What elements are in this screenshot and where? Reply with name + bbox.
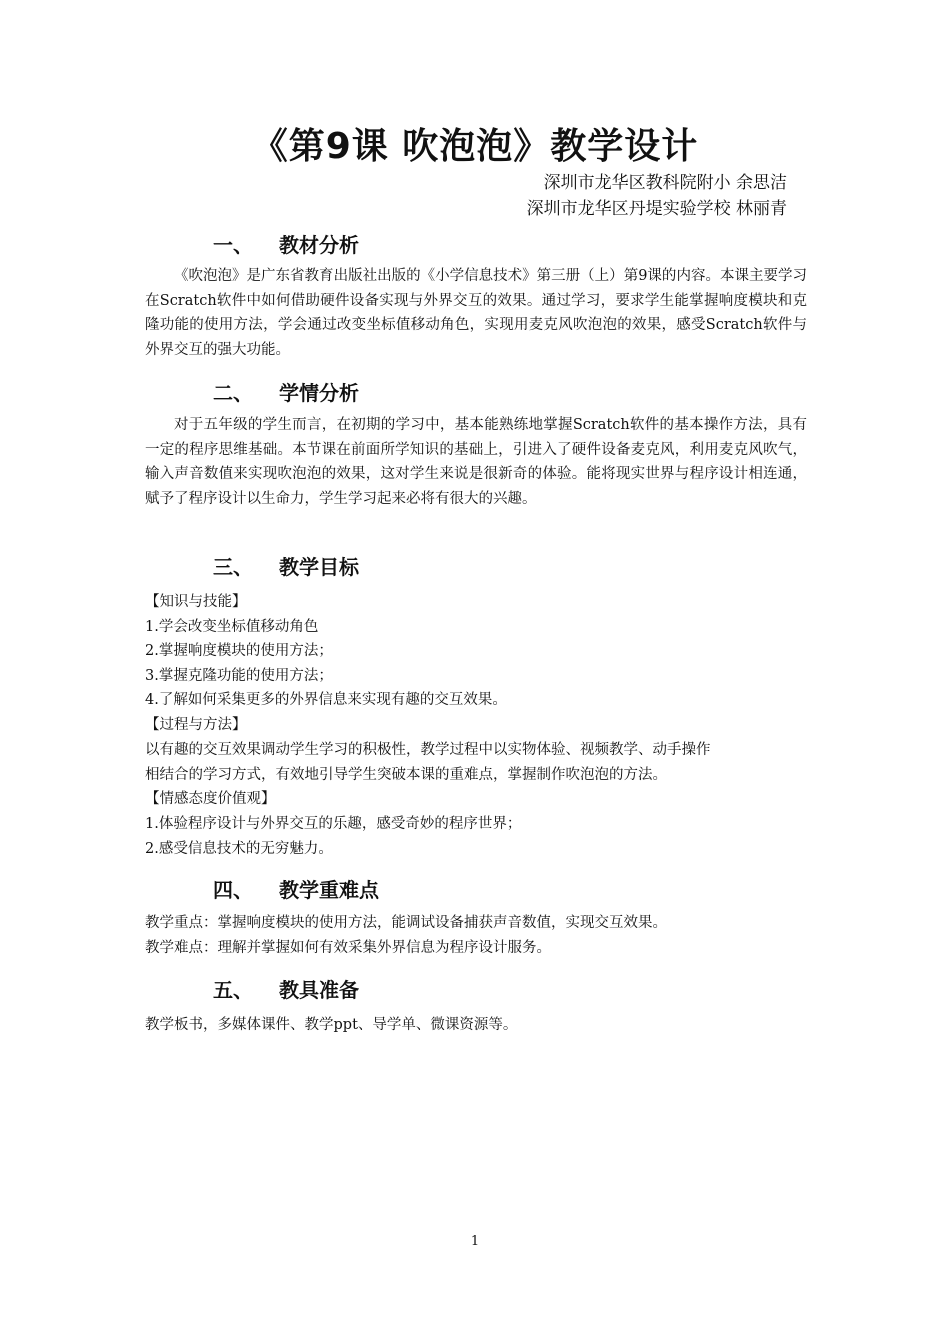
section-heading-3 <box>213 551 359 580</box>
document-title: 《第9课 吹泡泡》教学设计 <box>251 126 699 167</box>
emotion-item: 1.体验程序设计与外界交互的乐趣，感受奇妙的程序世界； <box>145 816 522 832</box>
page-number: 1 <box>470 1234 480 1249</box>
section-number: 三、 <box>213 555 253 579</box>
section-heading-4 <box>213 874 379 903</box>
knowledge-item: 2.掌握响度模块的使用方法； <box>145 643 333 659</box>
section-number: 四、 <box>213 878 253 902</box>
author-line-2: 深圳市龙华区丹堤实验学校 林丽青 <box>526 199 787 219</box>
teaching-tools-line: 教学板书，多媒体课件、教学ppt、导学单、微课资源等。 <box>145 1017 518 1033</box>
section-title: 教具准备 <box>279 978 359 1002</box>
section-title: 教学目标 <box>279 555 359 579</box>
section-number: 二、 <box>213 381 253 405</box>
section-heading-1 <box>213 229 359 258</box>
key-point-line: 教学重点：掌握响度模块的使用方法，能调试设备捕获声音数值，实现交互效果。 <box>145 915 667 931</box>
knowledge-item: 3.掌握克隆功能的使用方法； <box>145 668 333 684</box>
section-title: 教学重难点 <box>279 878 379 902</box>
section-heading-2 <box>213 377 359 406</box>
section-title: 学情分析 <box>279 381 359 405</box>
process-text-line: 相结合的学习方式，有效地引导学生突破本课的重难点，掌握制作吹泡泡的方法。 <box>145 767 667 783</box>
subheading-knowledge: 【知识与技能】 <box>145 594 247 610</box>
section-2-paragraph: 对于五年级的学生而言，在初期的学习中，基本能熟练地掌握Scratch软件的基本操作方法，具有一定的程序思维基础。本节课在前面所学知识的基础上，引进入了硬件设备麦克风，利用麦克风吹气，输入声音数值来实现吹泡泡的效果，这对学生来说是很新奇的体验。能将现实世界与程序设计相连通，赋予了程序设计以生命力，学生学习起来必将有很大的兴趣。 <box>145 417 807 507</box>
knowledge-item: 4.了解如何采集更多的外界信息来实现有趣的交互效果。 <box>145 692 507 708</box>
subheading-process: 【过程与方法】 <box>145 717 247 733</box>
process-text-line: 以有趣的交互效果调动学生学习的积极性，教学过程中以实物体验、视频教学、动手操作 <box>145 742 711 758</box>
knowledge-item: 1.学会改变坐标值移动角色 <box>145 619 319 635</box>
section-heading-5 <box>213 974 359 1003</box>
author-line-1: 深圳市龙华区教科院附小 余思洁 <box>543 173 787 193</box>
section-title: 教材分析 <box>279 233 359 257</box>
emotion-item: 2.感受信息技术的无穷魅力。 <box>145 841 333 857</box>
difficult-point-line: 教学难点：理解并掌握如何有效采集外界信息为程序设计服务。 <box>145 940 551 956</box>
section-1-paragraph: 《吹泡泡》是广东省教育出版社出版的《小学信息技术》第三册（上）第9课的内容。本课主要学习在Scratch软件中如何借助硬件设备实现与外界交互的效果。通过学习，要求学生能掌握响度模块和克隆功能的使用方法，学会通过改变坐标值移动角色，实现用麦克风吹泡泡的效果，感受Scratch软件与外界交互的强大功能。 <box>145 268 807 358</box>
section-number: 五、 <box>213 978 253 1002</box>
section-number: 一、 <box>213 233 253 257</box>
subheading-emotion: 【情感态度价值观】 <box>145 791 276 807</box>
